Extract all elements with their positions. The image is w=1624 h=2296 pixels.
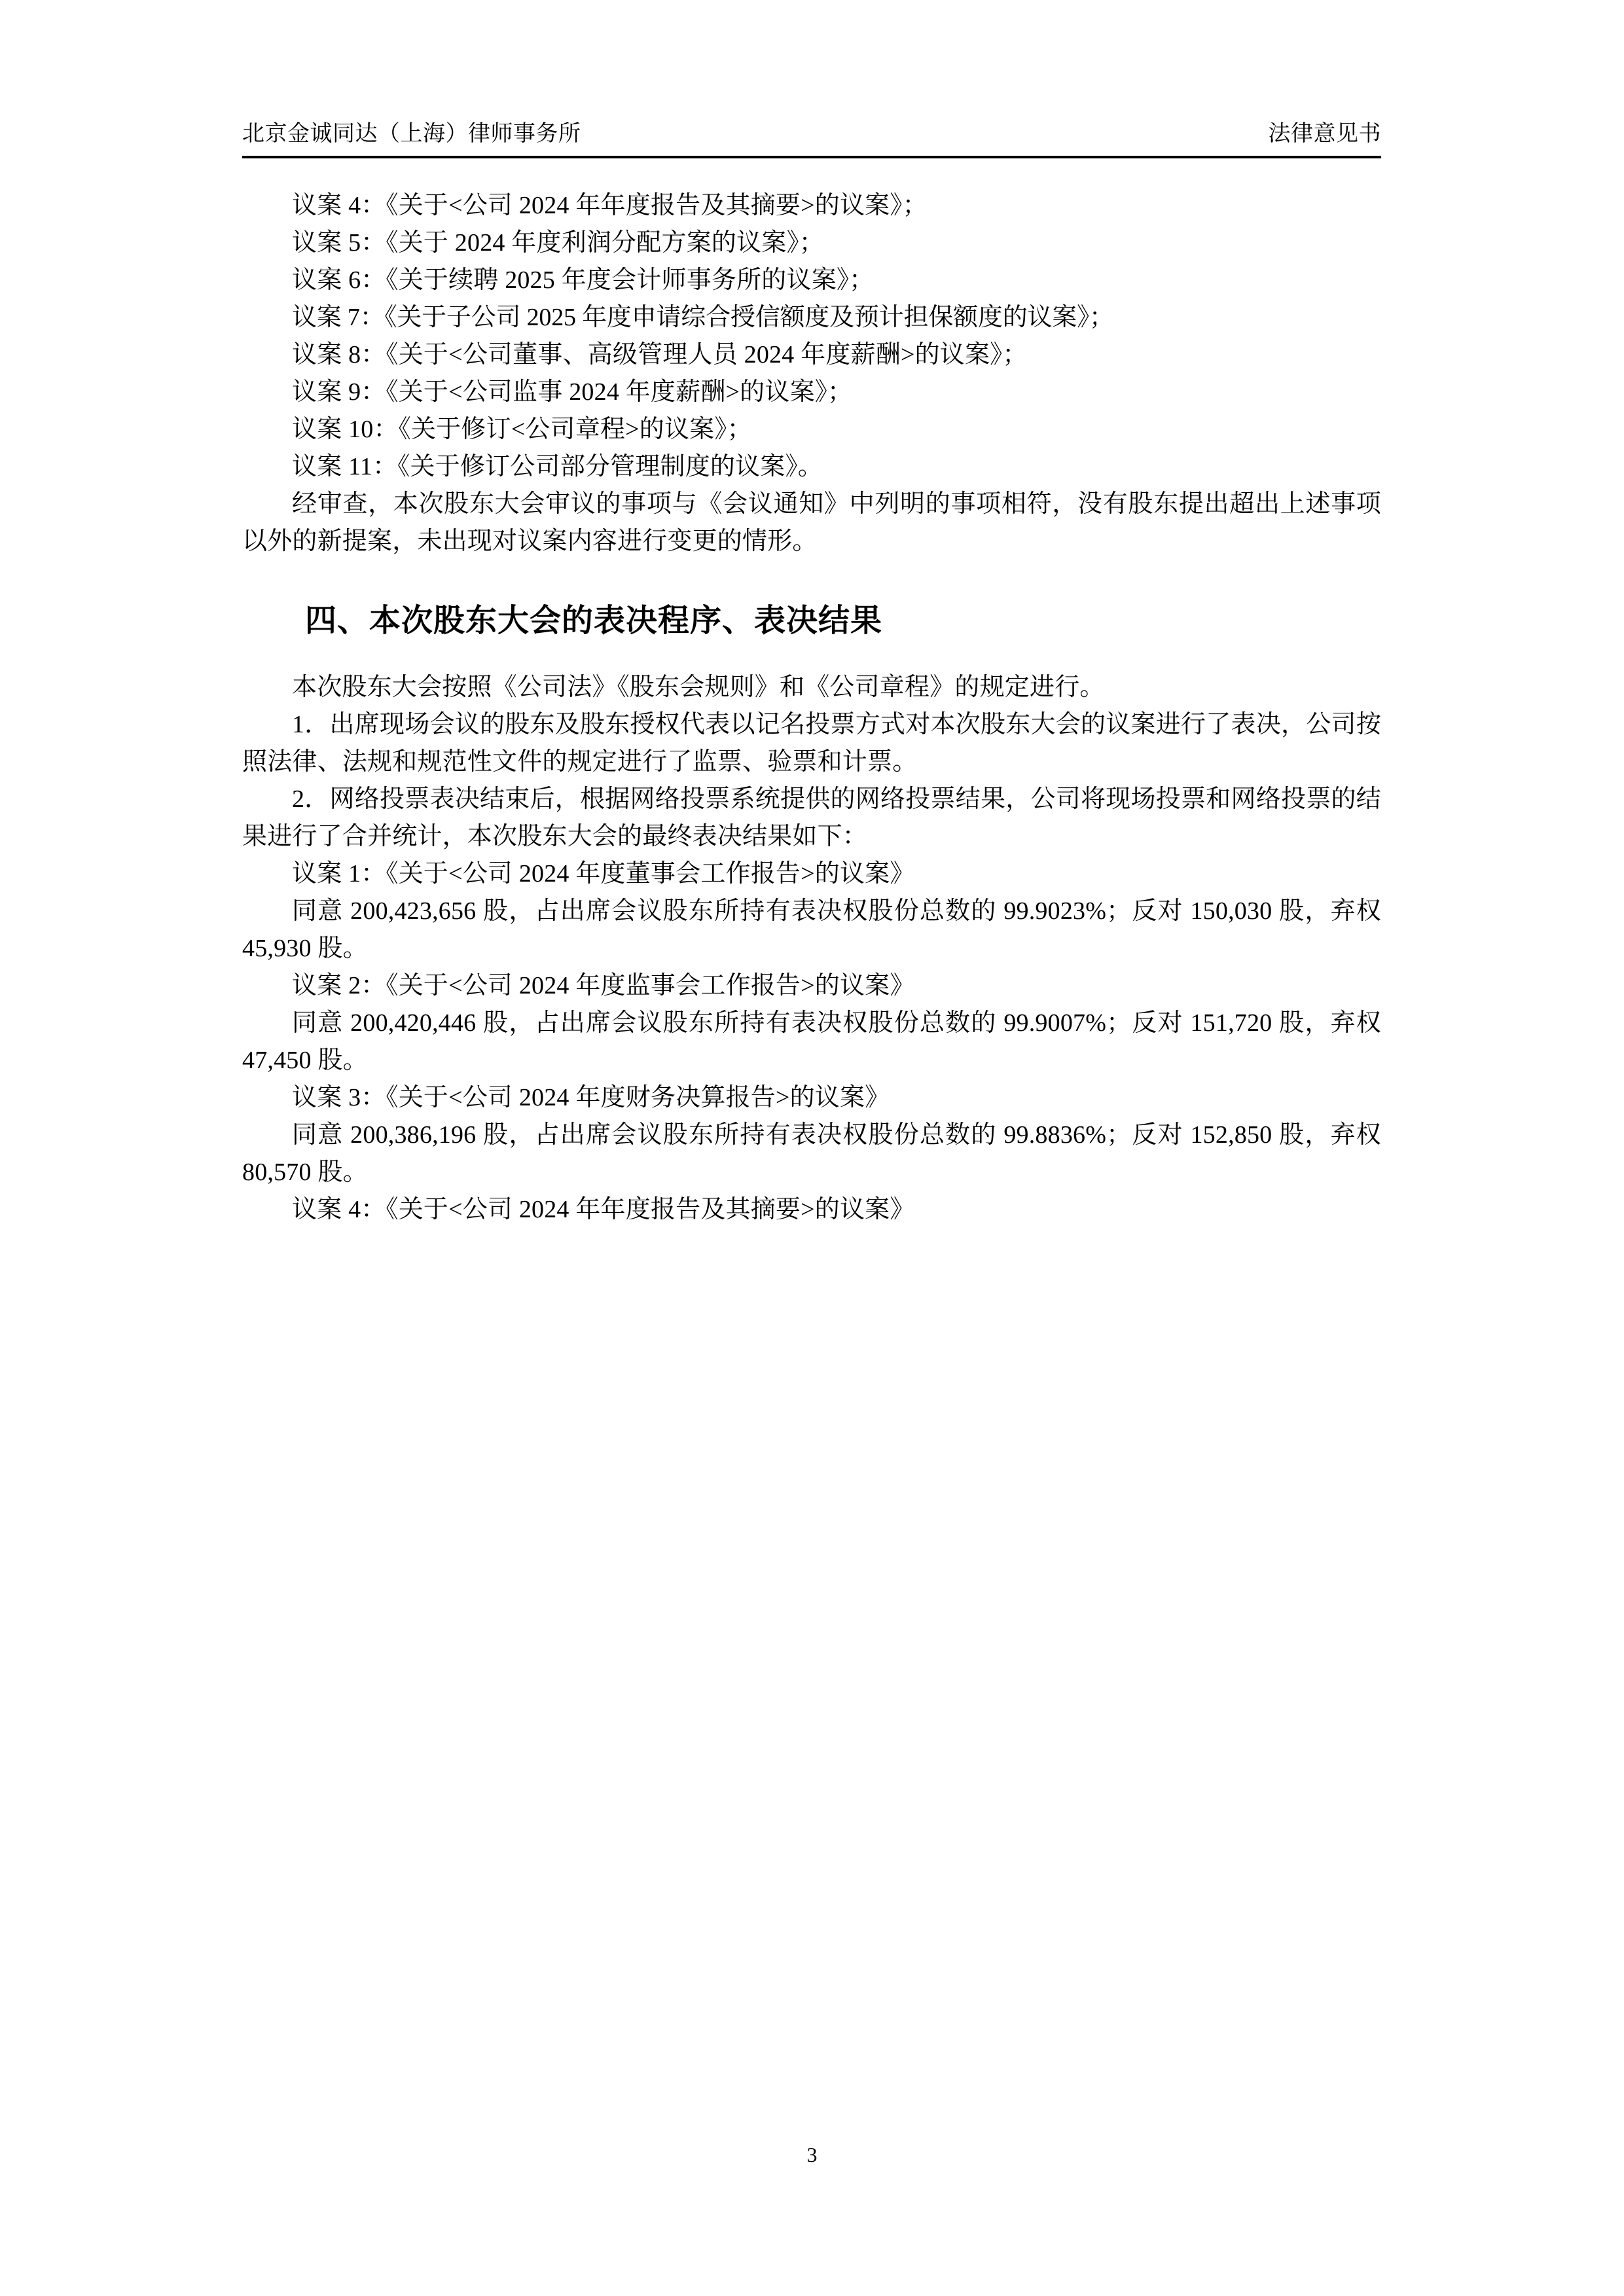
procedure-item-2: 2．网络投票表决结束后，根据网络投票系统提供的网络投票结果，公司将现场投票和网络投票的结果进行了合并统计，本次股东大会的最终表决结果如下：	[242, 785, 1381, 850]
proposal-item-6: 议案 6：《关于续聘 2025 年度会计师事务所的议案》；	[292, 266, 875, 294]
proposal-item-8: 议案 8：《关于<公司董事、高级管理人员 2024 年度薪酬>的议案》；	[292, 341, 1028, 368]
header-firm-name: 北京金诚同达（上海）律师事务所	[242, 122, 581, 146]
vote-result-figures-1: 同意 200,423,656 股，占出席会议股东所持有表决权股份总数的 99.9023%；反对 150,030 股，弃权 45,930 股。	[242, 897, 1381, 962]
header-document-type: 法律意见书	[1268, 122, 1381, 146]
vote-result-title-3: 议案 3：《关于<公司 2024 年度财务决算报告>的议案》	[292, 1084, 890, 1111]
header-divider-rule	[242, 156, 1381, 158]
proposal-item-9: 议案 9：《关于<公司监事 2024 年度薪酬>的议案》；	[292, 378, 853, 406]
vote-result-title-2: 议案 2：《关于<公司 2024 年度监事会工作报告>的议案》	[292, 972, 915, 999]
section-heading-four: 四、本次股东大会的表决程序、表决结果	[305, 603, 883, 638]
review-paragraph: 经审查，本次股东大会审议的事项与《会议通知》中列明的事项相符，没有股东提出超出上述事项以外的新提案，未出现对议案内容进行变更的情形。	[242, 490, 1381, 555]
vote-result-title-1: 议案 1：《关于<公司 2024 年度董事会工作报告>的议案》	[292, 860, 915, 888]
vote-result-title-4: 议案 4：《关于<公司 2024 年年度报告及其摘要>的议案》	[292, 1196, 915, 1223]
page-number: 3	[806, 2143, 818, 2166]
vote-result-figures-3: 同意 200,386,196 股，占出席会议股东所持有表决权股份总数的 99.8836%；反对 152,850 股，弃权 80,570 股。	[242, 1121, 1381, 1186]
proposal-item-4: 议案 4：《关于<公司 2024 年年度报告及其摘要>的议案》；	[292, 192, 928, 219]
proposal-item-11: 议案 11：《关于修订公司部分管理制度的议案》。	[292, 453, 823, 480]
procedure-item-1: 1．出席现场会议的股东及股东授权代表以记名投票方式对本次股东大会的议案进行了表决，公司按照法律、法规和规范性文件的规定进行了监票、验票和计票。	[242, 711, 1381, 776]
proposal-item-10: 议案 10：《关于修订<公司章程>的议案》；	[292, 416, 752, 443]
running-header	[242, 123, 1381, 145]
document-body	[242, 187, 1381, 1229]
section-intro-paragraph: 本次股东大会按照《公司法》《股东会规则》和《公司章程》的规定进行。	[292, 673, 1105, 701]
vote-result-figures-2: 同意 200,420,446 股，占出席会议股东所持有表决权股份总数的 99.9007%；反对 151,720 股，弃权 47,450 股。	[242, 1009, 1381, 1074]
proposal-item-5: 议案 5：《关于 2024 年度利润分配方案的议案》；	[292, 229, 824, 257]
proposal-item-7: 议案 7：《关于子公司 2025 年度申请综合授信额度及预计担保额度的议案》；	[292, 304, 1114, 331]
